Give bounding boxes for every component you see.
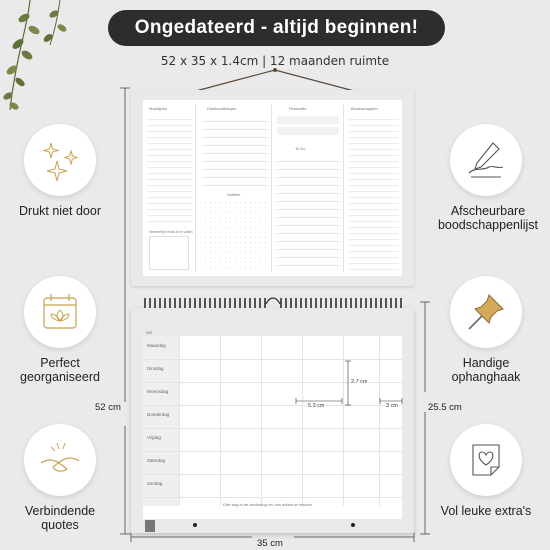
section-meals: Maaltijden — [149, 106, 168, 111]
day-sunday: Zondag — [147, 481, 163, 486]
section-chores: Huishoudklusjes — [207, 106, 237, 111]
section-groceries: Boodschappen — [351, 106, 378, 111]
pushpin-icon — [463, 289, 509, 335]
planner-top-inner — [143, 100, 402, 276]
month-note: Hoeveel(e) extra in te vullen — [149, 230, 193, 234]
feature-label-no-bleed: Drukt niet door — [19, 204, 101, 218]
subtitle: 52 x 35 x 1.4cm | 12 maanden ruimte — [160, 54, 390, 68]
writing-hand-icon — [463, 137, 509, 183]
title-text: Ongedateerd - altijd beginnen! — [134, 17, 419, 38]
feature-bubble-quotes — [24, 424, 96, 496]
day-tuesday: Dinsdag — [147, 366, 164, 371]
week-grid — [143, 330, 402, 519]
day-monday: Maandag — [147, 343, 166, 348]
feature-label-shopping-list: Afscheurbare boodschappenlijst — [437, 204, 539, 232]
feature-label-quotes: Verbindende quotes — [24, 504, 96, 532]
feature-bubble-shopping-list — [450, 124, 522, 196]
day-wednesday: Woensdag — [147, 389, 169, 394]
sparkles-icon — [37, 137, 83, 183]
title-banner — [108, 10, 445, 46]
punch-hole-right — [351, 523, 355, 527]
week-label: WK — [146, 330, 153, 335]
dim-cell-height: 2.7 cm — [351, 379, 368, 385]
feature-label-hook: Handige ophanghaak — [451, 356, 521, 384]
section-finances: Financiën — [289, 106, 307, 111]
calendar-lotus-icon — [38, 290, 82, 334]
page-tab — [145, 520, 155, 532]
feature-bubble-organized — [24, 276, 96, 348]
holding-hands-icon — [37, 437, 83, 483]
dimension-height-full: 52 cm — [95, 402, 121, 413]
dim-cell-width: 5.3 cm — [308, 403, 325, 409]
punch-hole-left — [193, 523, 197, 527]
feature-label-organized: Perfect georganiseerd — [20, 356, 100, 384]
dimension-height-part: 25.5 cm — [428, 402, 462, 413]
planner-top-page — [131, 90, 414, 286]
planner-bottom-page — [131, 308, 414, 533]
day-thursday: Donderdag — [147, 412, 170, 417]
feature-bubble-no-bleed — [24, 124, 96, 196]
feature-label-extras: Vol leuke extra's — [440, 504, 532, 518]
quote-text: Elke dag is de beslissing om van elkaar te houden — [223, 502, 312, 507]
dimension-line-height — [118, 86, 132, 536]
heart-sticker-icon — [463, 437, 509, 483]
section-todo: To Do — [295, 146, 306, 151]
dimension-line-height-part — [418, 300, 432, 536]
dim-notes-width: 3 cm — [386, 403, 398, 409]
feature-bubble-hook — [450, 276, 522, 348]
section-notes: Notities — [227, 192, 241, 197]
dimension-width: 35 cm — [257, 538, 283, 549]
feature-bubble-extras — [450, 424, 522, 496]
day-saturday: Zaterdag — [147, 458, 166, 463]
day-friday: Vrijdag — [147, 435, 161, 440]
